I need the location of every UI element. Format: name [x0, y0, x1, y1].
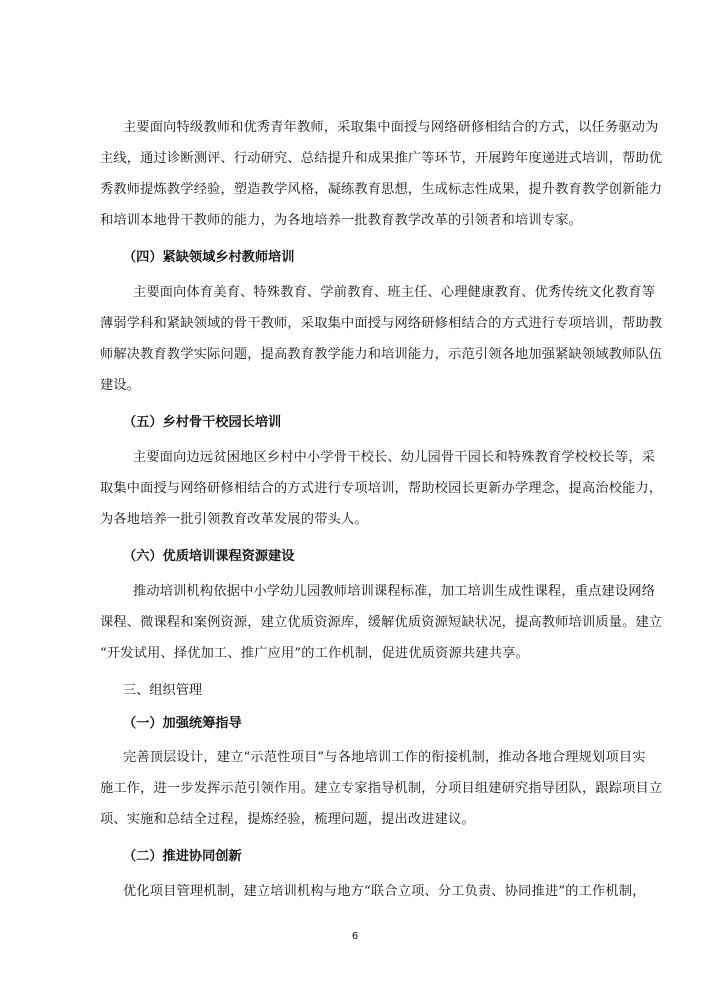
paragraph-line: 完善顶层设计，建立“示范性项目”与各地培训工作的衔接机制，推动各地合理规划项目实	[123, 750, 646, 765]
subheading-course-resource-construction: （六）优质培训课程资源建设	[123, 549, 295, 564]
paragraph-line: 主要面向特级教师和优秀青年教师，采取集中面授与网络研修相结合的方式，以任务驱动为	[123, 120, 659, 135]
paragraph-line: 建设。	[100, 378, 141, 393]
paragraph-line: 师解决教育教学实际问题，提高教育教学能力和培训能力，示范引领各地加强紧缺领域教师队伍	[100, 347, 663, 362]
paragraph-line: 主要面向边远贫困地区乡村中小学骨干校长、幼儿园骨干园长和特殊教育学校校长等，采	[133, 450, 656, 465]
paragraph-line: 为各地培养一批引领教育改革发展的带头人。	[100, 512, 368, 527]
paragraph-line: 薄弱学科和紧缺领域的骨干教师，采取集中面授与网络研修相结合的方式进行专项培训，帮助教	[100, 316, 663, 331]
paragraph-line: “开发试用、择优加工、推广应用”的工作机制，促进优质资源共建共享。	[100, 646, 529, 661]
paragraph-line: 主要面向体育美育、特殊教育、学前教育、班主任、心理健康教育、优秀传统文化教育等	[133, 285, 656, 300]
section-heading-organization: 三、组织管理	[123, 683, 203, 698]
paragraph-line: 课程、微课程和案例资源，建立优质资源库，缓解优质资源短缺状况，提高教师培训质量。建立	[100, 615, 663, 630]
paragraph-line: 项、实施和总结全过程，提炼经验，梳理问题，提出改进建议。	[100, 812, 475, 827]
paragraph-line: 施工作，进一步发挥示范引领作用。建立专家指导机制，分项目组建研究指导团队，跟踪项目立	[100, 781, 663, 796]
paragraph-line: 推动培训机构依据中小学幼儿园教师培训课程标准，加工培训生成性课程，重点建设网络	[133, 584, 656, 599]
paragraph-line: 和培训本地骨干教师的能力，为各地培养一批教育教学改革的引领者和培训专家。	[100, 213, 582, 228]
paragraph-line: 优化项目管理机制，建立培训机构与地方“联合立项、分工负责、协同推进”的工作机制，	[123, 884, 646, 899]
paragraph-line: 主线，通过诊断测评、行动研究、总结提升和成果推广等环节，开展跨年度递进式培训，帮助优	[100, 151, 663, 166]
subheading-collaborative-innovation: （二）推进协同创新	[123, 849, 242, 864]
subheading-rural-shortage-teacher-training: （四）紧缺领域乡村教师培训	[123, 250, 295, 265]
subheading-coordination-guidance: （一）加强统筹指导	[123, 716, 242, 731]
paragraph-line: 取集中面授与网络研修相结合的方式进行专项培训，帮助校园长更新办学理念，提高治校能力，	[100, 481, 663, 496]
paragraph-line: 秀教师提炼教学经验，塑造教学风格，凝练教育思想，生成标志性成果，提升教育教学创新能力	[100, 182, 663, 197]
page-number: 6	[351, 931, 359, 942]
subheading-rural-principal-training: （五）乡村骨干校园长培训	[123, 415, 282, 430]
